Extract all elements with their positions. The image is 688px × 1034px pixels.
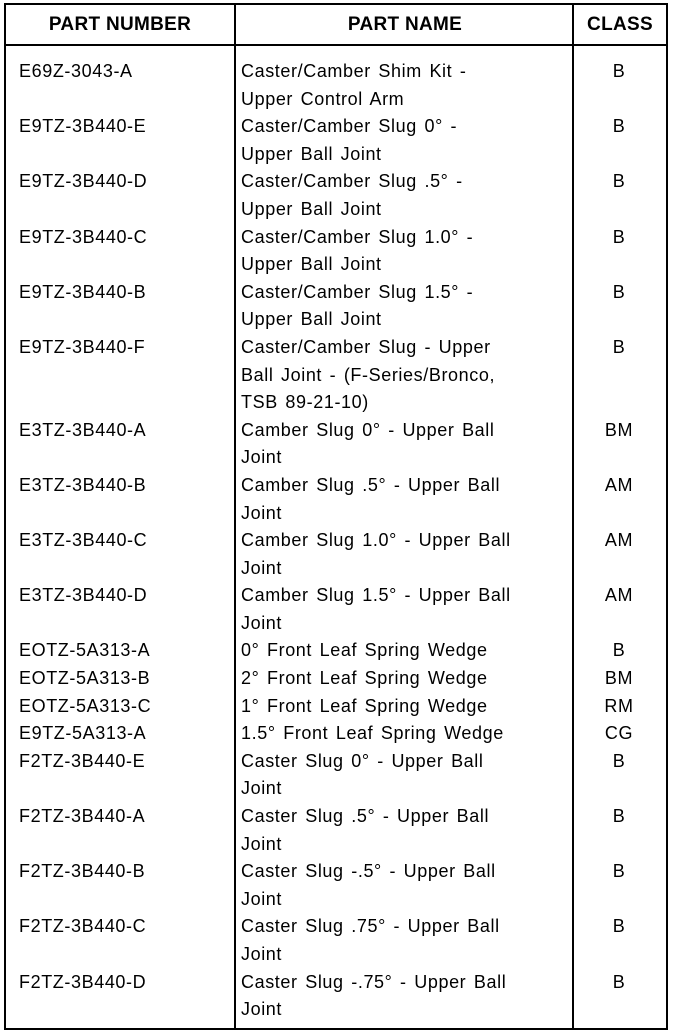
part-name-cell bbox=[234, 58, 572, 113]
table-row bbox=[6, 803, 666, 858]
class-cell: B bbox=[612, 61, 626, 81]
part-name-line: Joint bbox=[241, 557, 283, 578]
class-cell: B bbox=[612, 640, 626, 661]
part-number-cell: E9TZ-5A313-A bbox=[19, 723, 147, 744]
part-name-cell bbox=[234, 748, 572, 803]
part-number-cell: E9TZ-3B440-D bbox=[19, 171, 148, 192]
class-cell: CG bbox=[604, 723, 634, 744]
part-name-line: Camber Slug 1.0° - Upper Ball bbox=[241, 530, 511, 551]
part-number-cell: F2TZ-3B440-E bbox=[19, 750, 146, 771]
part-name-cell bbox=[234, 693, 572, 721]
part-name-cell bbox=[234, 279, 572, 334]
part-name-line: Joint bbox=[241, 888, 283, 909]
table-row bbox=[6, 665, 666, 693]
class-cell: AM bbox=[604, 585, 634, 606]
class-cell: B bbox=[612, 861, 626, 882]
table-row bbox=[6, 334, 666, 417]
table-row bbox=[6, 224, 666, 279]
table-row bbox=[6, 58, 666, 113]
part-name-cell bbox=[234, 582, 572, 637]
part-number-cell: E9TZ-3B440-B bbox=[19, 281, 147, 302]
part-name-cell bbox=[234, 803, 572, 858]
table-row bbox=[6, 582, 666, 637]
part-number-cell: F2TZ-3B440-A bbox=[19, 806, 146, 827]
part-name-cell bbox=[234, 665, 572, 693]
part-number-cell: EOTZ-5A313-C bbox=[19, 695, 152, 716]
part-number-cell: F2TZ-3B440-B bbox=[19, 861, 146, 882]
class-cell: B bbox=[612, 750, 626, 771]
table-row bbox=[6, 527, 666, 582]
part-name-line: Caster Slug .75° - Upper Ball bbox=[241, 916, 500, 937]
part-number-cell: E3TZ-3B440-D bbox=[19, 585, 148, 606]
table-row bbox=[6, 279, 666, 334]
part-name-line: Joint bbox=[241, 944, 283, 964]
part-name-line: Upper Control Arm bbox=[241, 88, 405, 109]
class-cell: B bbox=[612, 226, 626, 247]
part-name-line: Joint bbox=[241, 778, 283, 799]
table-row bbox=[6, 168, 666, 223]
table-body bbox=[6, 46, 666, 1028]
class-cell: B bbox=[612, 171, 626, 192]
part-name-line: Caster/Camber Slug 1.0° - bbox=[241, 226, 474, 247]
part-name-cell bbox=[234, 969, 572, 1024]
class-cell: AM bbox=[604, 530, 634, 551]
part-number-cell: EOTZ-5A313-A bbox=[19, 640, 151, 661]
part-name-line: Caster Slug -.75° - Upper Ball bbox=[241, 971, 507, 992]
part-name-line: Upper Ball Joint bbox=[241, 309, 382, 330]
part-name-line: Ball Joint - (F-Series/Bronco, bbox=[241, 364, 496, 385]
header-part-number: PART NUMBER bbox=[48, 14, 192, 35]
part-number-cell: E9TZ-3B440-F bbox=[19, 336, 146, 357]
table-header bbox=[6, 5, 666, 46]
part-number-cell: E9TZ-3B440-C bbox=[19, 226, 148, 247]
parts-table bbox=[4, 3, 668, 1030]
part-number-cell: E3TZ-3B440-C bbox=[19, 530, 148, 551]
part-name-line: Upper Ball Joint bbox=[241, 254, 382, 275]
table-row bbox=[6, 472, 666, 527]
part-number-cell: F2TZ-3B440-D bbox=[19, 971, 147, 992]
part-name-cell bbox=[234, 334, 572, 417]
part-name-cell bbox=[234, 858, 572, 913]
table-row bbox=[6, 720, 666, 748]
part-name-line: 1.5° Front Leaf Spring Wedge bbox=[241, 723, 504, 744]
part-name-line: Caster Slug -.5° - Upper Ball bbox=[241, 861, 496, 882]
part-name-line: Joint bbox=[241, 447, 283, 468]
part-number-cell: E69Z-3043-A bbox=[19, 61, 133, 81]
part-name-line: Camber Slug 0° - Upper Ball bbox=[241, 419, 495, 440]
table-row bbox=[6, 637, 666, 665]
part-name-line: Upper Ball Joint bbox=[241, 143, 382, 164]
class-cell: BM bbox=[604, 419, 634, 440]
part-name-line: 1° Front Leaf Spring Wedge bbox=[241, 695, 488, 716]
part-name-line: 2° Front Leaf Spring Wedge bbox=[241, 668, 488, 689]
part-name-line: Upper Ball Joint bbox=[241, 198, 382, 219]
class-cell: B bbox=[612, 116, 626, 137]
part-number-cell: E3TZ-3B440-B bbox=[19, 474, 147, 495]
class-cell: B bbox=[612, 916, 626, 937]
table-row bbox=[6, 748, 666, 803]
part-name-cell bbox=[234, 224, 572, 279]
part-name-line: Camber Slug 1.5° - Upper Ball bbox=[241, 585, 511, 606]
part-name-cell bbox=[234, 913, 572, 968]
part-name-cell bbox=[234, 417, 572, 472]
part-name-line: Caster/Camber Slug 0° - bbox=[241, 116, 458, 137]
part-name-cell bbox=[234, 113, 572, 168]
part-name-line: Caster Slug .5° - Upper Ball bbox=[241, 806, 490, 827]
table-row bbox=[6, 113, 666, 168]
part-name-line: Caster Slug 0° - Upper Ball bbox=[241, 750, 484, 771]
class-cell: AM bbox=[604, 474, 634, 495]
part-name-cell bbox=[234, 637, 572, 665]
table-row bbox=[6, 969, 666, 1024]
part-name-line: Joint bbox=[241, 833, 283, 854]
class-cell: RM bbox=[604, 695, 634, 716]
part-name-cell bbox=[234, 720, 572, 748]
part-number-cell: E9TZ-3B440-E bbox=[19, 116, 147, 137]
header-class: CLASS bbox=[587, 14, 653, 35]
part-number-cell: EOTZ-5A313-B bbox=[19, 668, 151, 689]
table-row bbox=[6, 913, 666, 968]
class-cell: B bbox=[612, 806, 626, 827]
part-name-cell bbox=[234, 527, 572, 582]
part-number-cell: F2TZ-3B440-C bbox=[19, 916, 147, 937]
part-name-line: Joint bbox=[241, 612, 283, 633]
header-part-name: PART NAME bbox=[347, 14, 463, 35]
class-cell: BM bbox=[604, 668, 634, 689]
part-name-line: TSB 89-21-10) bbox=[241, 392, 369, 413]
part-name-cell bbox=[234, 168, 572, 223]
table-row bbox=[6, 693, 666, 721]
part-name-line: Caster/Camber Slug .5° - bbox=[241, 171, 463, 192]
part-name-line: Caster/Camber Shim Kit - bbox=[241, 61, 467, 81]
part-name-line: Joint bbox=[241, 502, 283, 523]
table-row bbox=[6, 858, 666, 913]
part-name-line: Camber Slug .5° - Upper Ball bbox=[241, 474, 501, 495]
class-cell: B bbox=[612, 336, 626, 357]
part-name-line: 0° Front Leaf Spring Wedge bbox=[241, 640, 488, 661]
part-name-line: Caster/Camber Slug 1.5° - bbox=[241, 281, 474, 302]
part-name-cell bbox=[234, 472, 572, 527]
part-number-cell: E3TZ-3B440-A bbox=[19, 419, 147, 440]
part-name-line: Joint bbox=[241, 999, 283, 1020]
class-cell: B bbox=[612, 971, 626, 992]
class-cell: B bbox=[612, 281, 626, 302]
table-row bbox=[6, 417, 666, 472]
part-name-line: Caster/Camber Slug - Upper bbox=[241, 336, 491, 357]
